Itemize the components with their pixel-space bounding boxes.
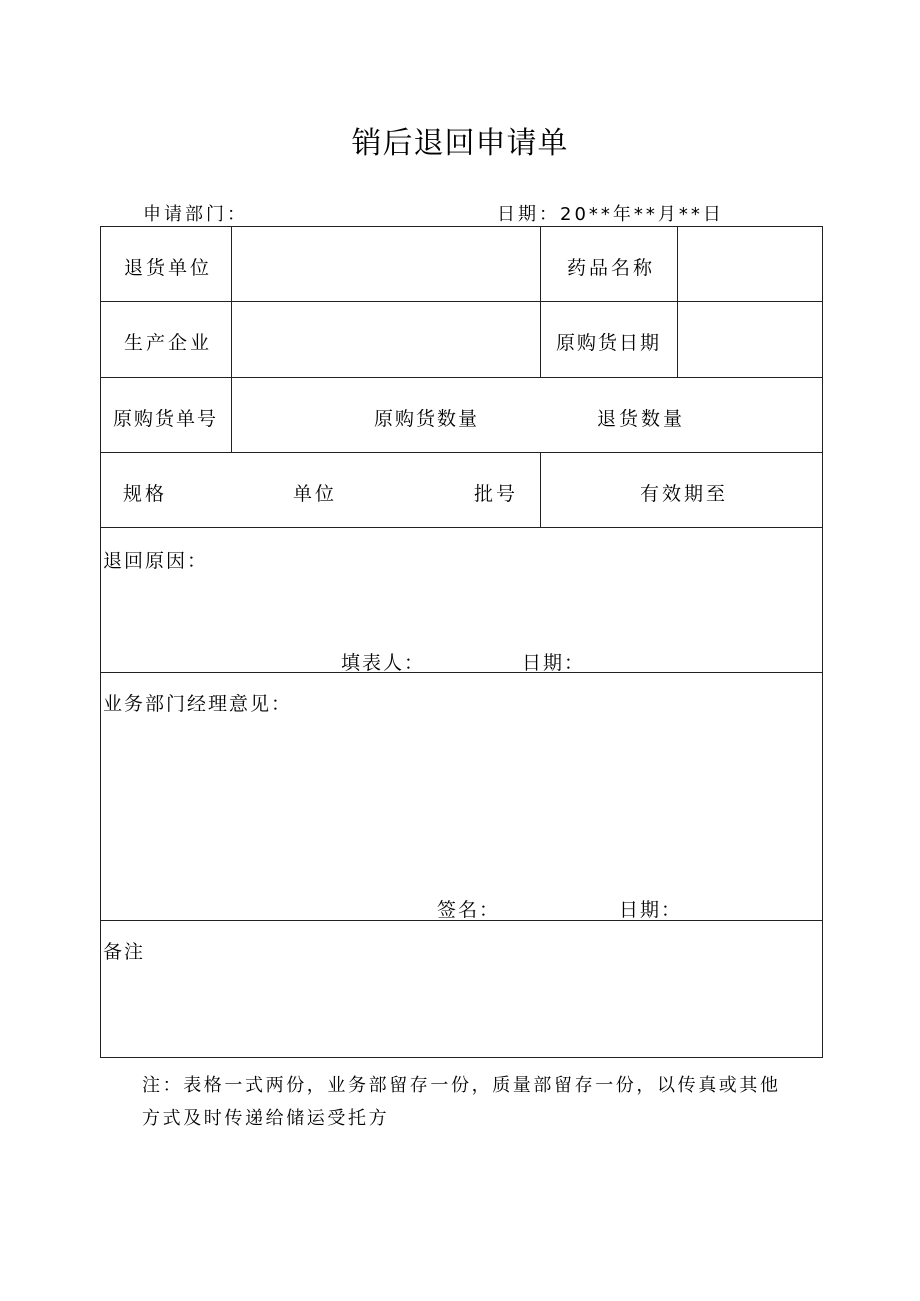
filler-label: 填表人： [341, 652, 426, 674]
row-divider [100, 452, 823, 453]
manufacturer-field[interactable] [233, 303, 538, 376]
manager-opinion-field[interactable] [102, 715, 821, 885]
row-divider [100, 377, 823, 378]
drug-name-field[interactable] [679, 228, 821, 300]
return-reason-field[interactable] [102, 570, 821, 640]
col-divider [231, 226, 232, 452]
date-label: 日期：20**年**月**日 [497, 204, 724, 225]
dept-label: 申请部门： [143, 204, 248, 225]
col-divider [677, 226, 678, 377]
remark-field[interactable] [102, 962, 821, 1056]
reason-date-label: 日期： [522, 652, 586, 674]
page-title: 销后退回申请单 [351, 126, 569, 161]
return-qty-label: 退货数量 [597, 408, 686, 430]
row-divider [100, 527, 823, 528]
return-unit-label: 退货单位 [124, 257, 213, 279]
expiry-label: 有效期至 [640, 483, 729, 505]
orig-purchase-date-field[interactable] [679, 303, 821, 376]
footnote-line2: 方式及时传递给储运受托方 [142, 1108, 390, 1129]
manager-date-label: 日期： [619, 899, 683, 921]
batch-label: 批号 [474, 483, 519, 505]
signature-label: 签名： [437, 899, 501, 921]
col-divider [540, 452, 541, 527]
manufacturer-label: 生产企业 [124, 332, 213, 354]
footnote-line1: 注：表格一式两份，业务部留存一份，质量部留存一份，以传真或其他 [142, 1075, 781, 1096]
col-divider [540, 226, 541, 377]
row-divider [100, 672, 823, 673]
return-reason-label: 退回原因： [103, 550, 209, 572]
orig-qty-label: 原购货数量 [374, 408, 480, 430]
row-divider [100, 301, 823, 302]
orig-purchase-date-label: 原购货日期 [556, 332, 662, 354]
drug-name-label: 药品名称 [567, 257, 656, 279]
orig-order-no-label: 原购货单号 [113, 408, 219, 430]
return-unit-field[interactable] [233, 228, 538, 300]
unit-label: 单位 [293, 483, 338, 505]
manager-opinion-label: 业务部门经理意见： [103, 693, 293, 715]
spec-label: 规格 [123, 483, 168, 505]
remark-label: 备注 [103, 941, 146, 963]
